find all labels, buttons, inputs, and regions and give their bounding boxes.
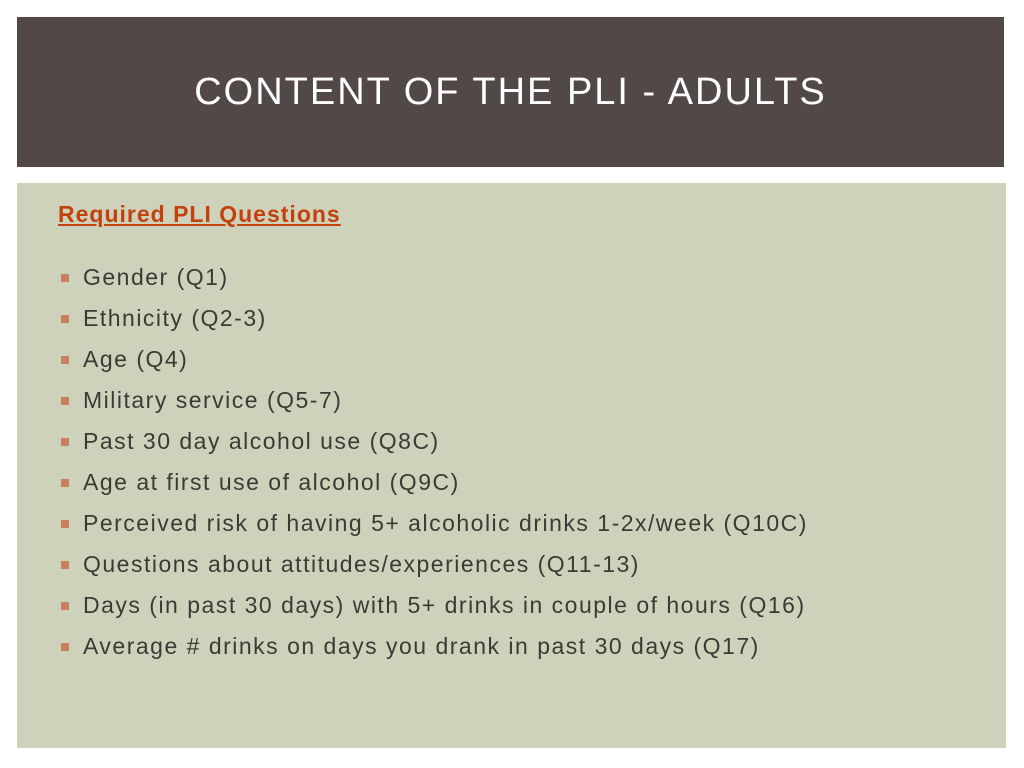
list-item-text: Military service (Q5-7): [83, 387, 343, 413]
square-bullet-icon: [61, 274, 69, 282]
list-item-text: Questions about attitudes/experiences (Q11-13): [83, 551, 640, 577]
list-item-text: Days (in past 30 days) with 5+ drinks in couple of hours (Q16): [83, 592, 806, 618]
title-bar: [17, 17, 1004, 167]
list-item: [55, 462, 808, 503]
list-item: [55, 380, 808, 421]
square-bullet-icon: [61, 479, 69, 487]
list-item-text: Age (Q4): [83, 346, 189, 372]
slide-title: CONTENT OF THE PLI - ADULTS: [194, 70, 827, 113]
list-item: [55, 421, 808, 462]
list-item: [55, 298, 808, 339]
content-panel: [17, 183, 1006, 748]
list-item-text: Ethnicity (Q2-3): [83, 305, 267, 331]
list-item: [55, 257, 808, 298]
list-item-text: Perceived risk of having 5+ alcoholic drinks 1-2x/week (Q10C): [83, 510, 808, 536]
list-item-text: Age at first use of alcohol (Q9C): [83, 469, 460, 495]
square-bullet-icon: [61, 561, 69, 569]
list-item: [55, 626, 808, 667]
square-bullet-icon: [61, 315, 69, 323]
list-item-text: Average # drinks on days you drank in past 30 days (Q17): [83, 633, 760, 659]
list-item-text: Past 30 day alcohol use (Q8C): [83, 428, 440, 454]
square-bullet-icon: [61, 397, 69, 405]
square-bullet-icon: [61, 438, 69, 446]
list-item: [55, 585, 808, 626]
square-bullet-icon: [61, 602, 69, 610]
list-item: [55, 503, 808, 544]
list-item-text: Gender (Q1): [83, 264, 229, 290]
square-bullet-icon: [61, 643, 69, 651]
list-item: [55, 544, 808, 585]
square-bullet-icon: [61, 520, 69, 528]
section-heading: Required PLI Questions: [58, 201, 341, 227]
question-list: [55, 257, 808, 667]
square-bullet-icon: [61, 356, 69, 364]
list-item: [55, 339, 808, 380]
